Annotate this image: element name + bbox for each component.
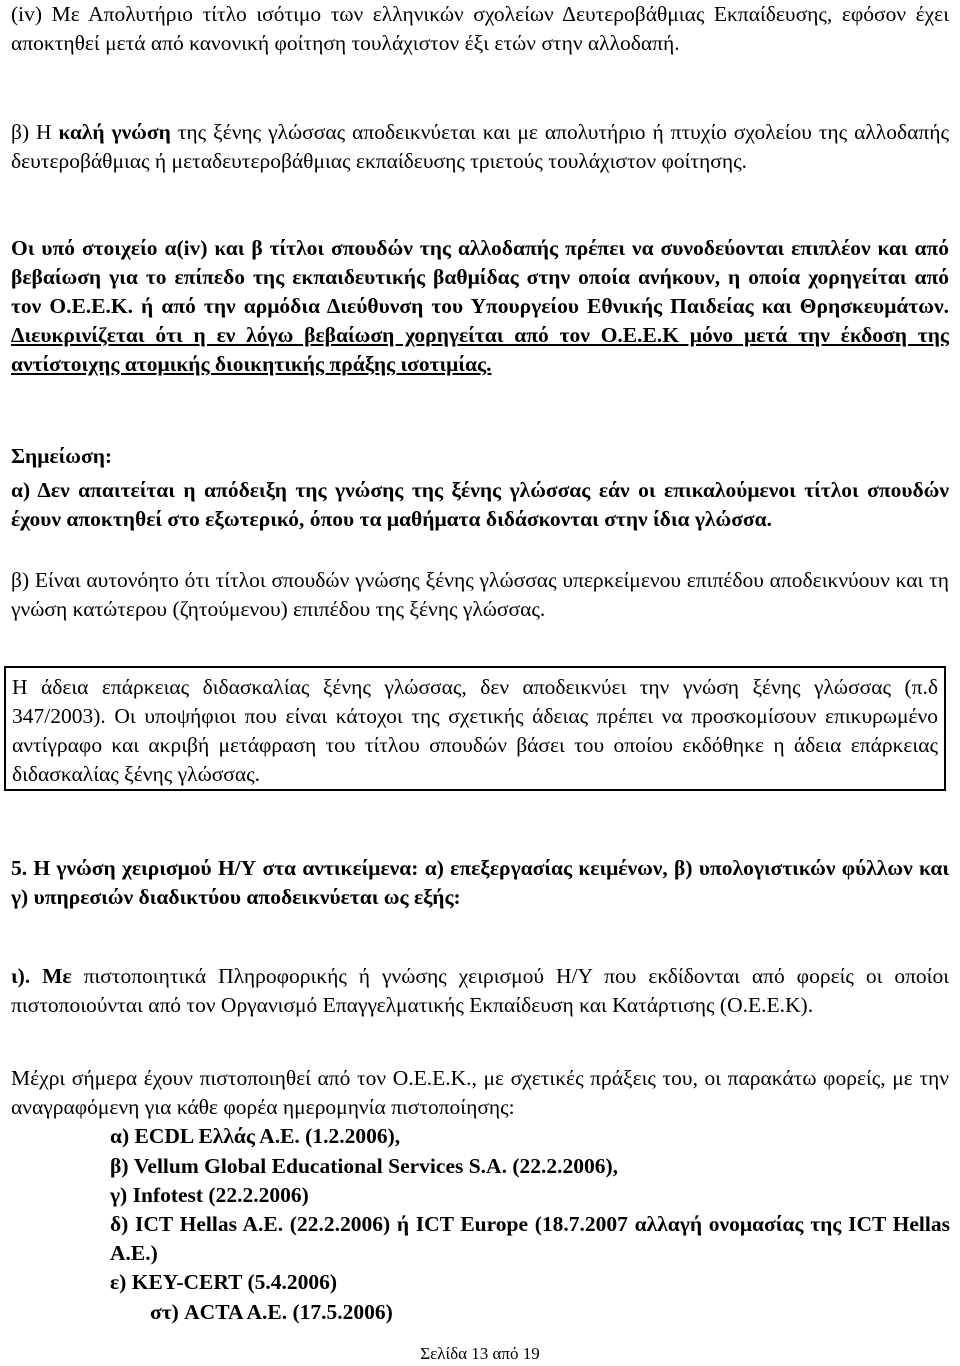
paragraph-iota: [11, 962, 949, 1020]
note-heading-text: Σημείωση:: [11, 444, 113, 468]
section-5-heading-text: 5. Η γνώση χειρισμού Η/Υ στα αντικείμενα: α) επεξεργασίας κειμένων, β) υπολογιστικών φύλλων και γ) υπηρεσιών διαδικτύου αποδεικνύεται ως εξής:: [11, 856, 949, 909]
note-beta: [11, 566, 949, 624]
paragraph-titles-main: Οι υπό στοιχείο α(iv) και β τίτλοι σπουδών της αλλοδαπής πρέπει να συνοδεύονται επιπλέον και από βεβαίωση για το επίπεδο της εκπαιδευτικής βαθμίδας στην οποία ανήκουν, η οποία χορηγείται από τον Ο.Ε.Ε.Κ. ή από την αρμόδια Διεύθυνση του Υπουργείου Εθνικής Παιδείας και Θρησκευμάτων.: [11, 236, 949, 318]
note-alpha: [11, 476, 949, 534]
boxed-notice-text: [12, 673, 938, 789]
paragraph-beta-bold: καλή γνώση: [58, 120, 171, 144]
paragraph-titles-underlined: Διευκρινίζεται ότι η εν λόγω βεβαίωση χορηγείται από τον Ο.Ε.Ε.Κ μόνο μετά την έκδοση της αντίστοιχης ατομικής διοικητικής πράξης ισοτιμίας.: [11, 323, 949, 376]
paragraph-iv-text: (iv) Με Απολυτήριο τίτλο ισότιμο των ελληνικών σχολείων Δευτεροβάθμιας Εκπαίδευσης, εφόσον έχει αποκτηθεί μετά από κανονική φοίτηση τουλάχιστον έξι ετών στην αλλοδαπή.: [11, 2, 949, 55]
list-item: ε) KEY-CERT (5.4.2006): [110, 1270, 338, 1294]
note-alpha-text: α) Δεν απαιτείται η απόδειξη της γνώσης της ξένης γλώσσας εάν οι επικαλούμενοι τίτλοι σπουδών έχουν αποκτηθεί στο εξωτερικό, όπου τα μαθήματα διδάσκονται στην ίδια γλώσσα.: [11, 478, 949, 531]
paragraph-foreign-language-good: [11, 118, 949, 176]
section-5-heading: [11, 854, 949, 912]
boxed-notice-content: Η άδεια επάρκειας διδασκαλίας ξένης γλώσσας, δεν αποδεικνύει την γνώση ξένης γλώσσας (π.δ 347/2003). Οι υποψήφιοι που είναι κάτοχοι της σχετικής άδειας πρέπει να προσκομίσουν επικυρωμένο αντίγραφο και ακριβή μετάφραση του τίτλου σπουδών βάσει του οποίου εκδόθηκε η άδεια επάρκειας διδασκαλίας ξένης γλώσσας.: [12, 675, 938, 786]
paragraph-iota-rest: πιστοποιητικά Πληροφορικής ή γνώσης χειρισμού Η/Υ που εκδίδονται από φορείς οι οποίοι πιστοποιούνται από τον Οργανισμό Επαγγελματικής Εκπαίδευση και Κατάρτισης (Ο.Ε.Ε.Κ).: [11, 964, 949, 1017]
paragraph-iv: [11, 0, 949, 58]
list-item: β) Vellum Global Educational Services S.A. (22.2.2006),: [110, 1154, 619, 1178]
paragraph-certified-intro-text: Μέχρι σήμερα έχουν πιστοποιηθεί από τον Ο.Ε.Ε.Κ., με σχετικές πράξεις του, οι παρακάτω φορείς, με την αναγραφόμενη για κάθε φορέα ημερομηνία πιστοποίησης:: [11, 1066, 949, 1119]
note-beta-text: β) Είναι αυτονόητο ότι τίτλοι σπουδών γνώσης ξένης γλώσσας υπερκείμενου επιπέδου αποδεικνύουν και τη γνώση κατώτερου (ζητούμενου) επιπέδου της ξένης γλώσσας.: [11, 568, 949, 621]
paragraph-beta-rest: της ξένης γλώσσας αποδεικνύεται και με απολυτήριο ή πτυχίο σχολείου της αλλοδαπής δευτεροβάθμιας ή μεταδευτεροβάθμιας εκπαίδευσης τριετούς τουλάχιστον φοίτησης.: [11, 120, 949, 173]
paragraph-iota-prefix: ι). Με: [11, 964, 72, 988]
note-heading: [11, 442, 949, 471]
list-item: γ) Infotest (22.2.2006): [110, 1183, 309, 1207]
boxed-notice: [4, 666, 946, 791]
paragraph-titles-certification: [11, 234, 949, 379]
paragraph-beta-prefix: β) Η: [11, 120, 59, 144]
list-item: α) ECDL Ελλάς Α.Ε. (1.2.2006),: [110, 1124, 401, 1148]
paragraph-certified-intro: [11, 1064, 949, 1122]
list-item: στ) ACTA A.E. (17.5.2006): [150, 1300, 393, 1324]
page-footer: Σελίδα 13 από 19: [420, 1344, 540, 1363]
list-item: δ) ICT Hellas A.E. (22.2.2006) ή ICT Europe (18.7.2007 αλλαγή ονομασίας της ICT Hellas A.E.): [110, 1212, 950, 1265]
